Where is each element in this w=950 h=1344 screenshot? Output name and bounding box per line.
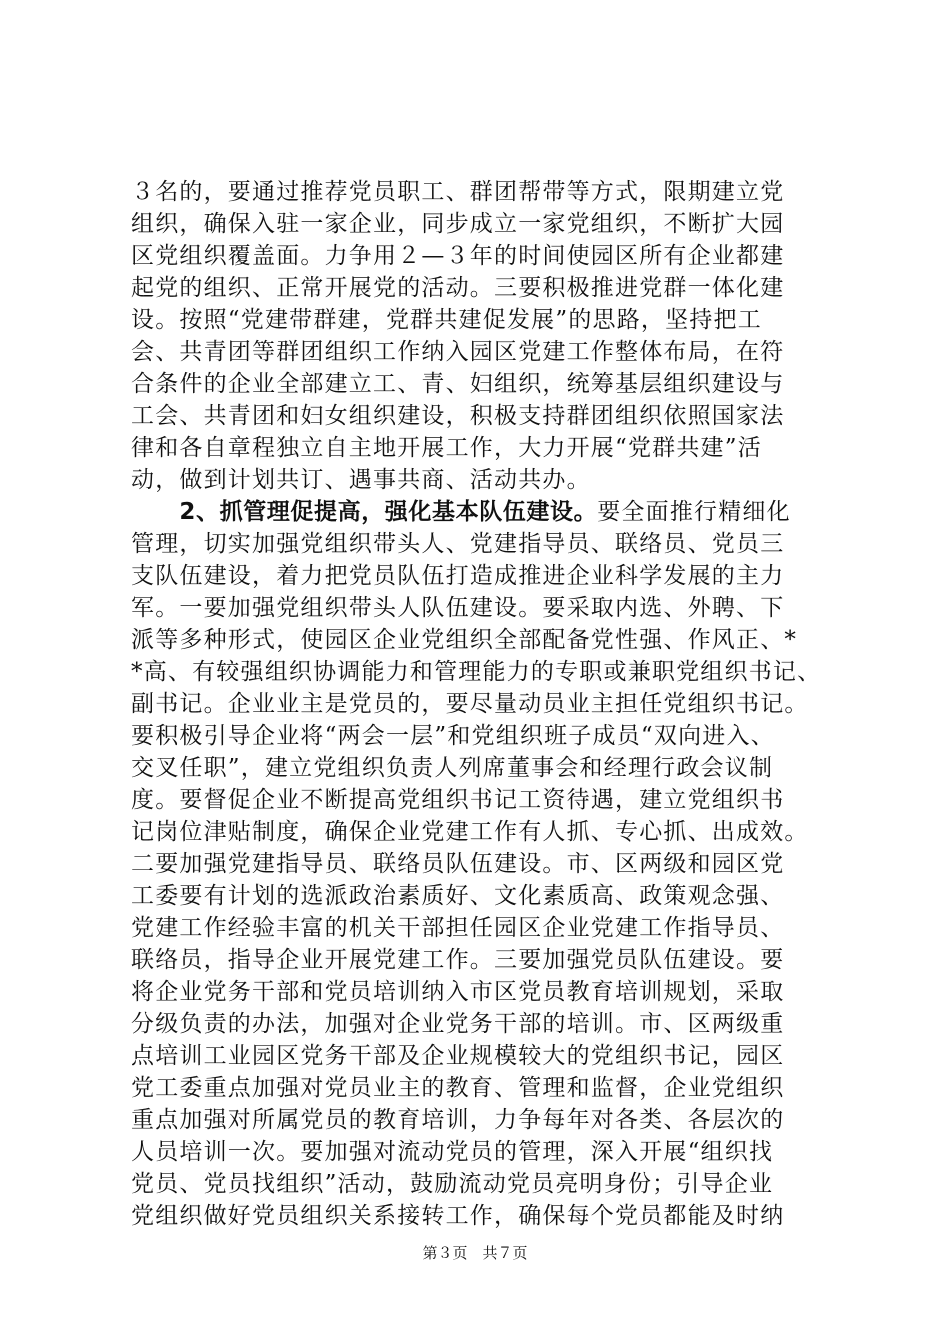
text-line: 记岗位津贴制度，确保企业党建工作有人抓、专心抓、出成效。 (131, 819, 809, 845)
text-line: 起党的组织、正常开展党的活动。三要积极推进党群一体化建 (131, 275, 785, 301)
paragraph-2-first-line (131, 496, 851, 528)
text-line: 党工委重点加强对党员业主的教育、管理和监督，企业党组织 (131, 1075, 785, 1101)
text-line: 党员、党员找组织”活动，鼓励流动党员亮明身份；引导企业 (131, 1171, 774, 1197)
page-number-footer: 第３页 共７页 (422, 1244, 528, 1262)
text-line: 律和各自章程独立自主地开展工作，大力开展“党群共建”活 (131, 435, 762, 461)
text-line: 工委要有计划的选派政治素质好、文化素质高、政策观念强、 (131, 883, 785, 909)
text-line: 交叉任职”，建立党组织负责人列席董事会和经理行政会议制 (131, 755, 774, 781)
text-line: 派等多种形式，使园区企业党组织全部配备党性强、作风正、* (131, 627, 798, 653)
text-line: 支队伍建设，着力把党员队伍打造成推进企业科学发展的主力 (131, 563, 785, 589)
document-body (131, 176, 851, 1232)
text-line: 将企业党务干部和党员培训纳入市区党员教育培训规划，采取 (131, 979, 785, 1005)
text-line: 要积极引导企业将“两会一层”和党组织班子成员“双向进入、 (131, 723, 775, 749)
section-heading: 2、抓管理促提高，强化基本队伍建设。 (179, 499, 598, 525)
text-line: 联络员，指导企业开展党建工作。三要加强党员队伍建设。要 (131, 947, 785, 973)
text-line: 人员培训一次。要加强对流动党员的管理，深入开展“组织找 (131, 1139, 774, 1165)
text-line: 会、共青团等群团组织工作纳入园区党建工作整体布局，在符 (131, 339, 785, 365)
text-line: 重点加强对所属党员的教育培训，力争每年对各类、各层次的 (131, 1107, 785, 1133)
text-line: 动，做到计划共订、遇事共商、活动共办。 (131, 467, 591, 493)
text-line: 二要加强党建指导员、联络员队伍建设。市、区两级和园区党 (131, 851, 785, 877)
text-line: 管理，切实加强党组织带头人、党建指导员、联络员、党员三 (131, 531, 785, 557)
text-line: 组织，确保入驻一家企业，同步成立一家党组织，不断扩大园 (131, 211, 785, 237)
text-line: 合条件的企业全部建立工、青、妇组织，统筹基层组织建设与 (131, 371, 785, 397)
text-line: 点培训工业园区党务干部及企业规模较大的党组织书记，园区 (131, 1043, 785, 1069)
text-line: 党建工作经验丰富的机关干部担任园区企业党建工作指导员、 (131, 915, 785, 941)
text-line: 党组织做好党员组织关系接转工作，确保每个党员都能及时纳 (131, 1203, 785, 1229)
text-line: 军。一要加强党组织带头人队伍建设。要采取内选、外聘、下 (131, 595, 785, 621)
text-line: 设。按照“党建带群建，党群共建促发展”的思路，坚持把工 (131, 307, 762, 333)
paragraph-indent (131, 499, 179, 525)
text-line: 区党组织覆盖面。力争用２—３年的时间使园区所有企业都建 (131, 243, 785, 269)
text-line: 工会、共青团和妇女组织建设，积极支持群团组织依照国家法 (131, 403, 785, 429)
text-line: *高、有较强组织协调能力和管理能力的专职或兼职党组织书记、 (131, 659, 822, 685)
text-line: 分级负责的办法，加强对企业党务干部的培训。市、区两级重 (131, 1011, 785, 1037)
text-line: 副书记。企业业主是党员的，要尽量动员业主担任党组织书记。 (131, 691, 809, 717)
text-fragment: 要全面推行精细化 (597, 499, 791, 525)
text-line: ３名的，要通过推荐党员职工、群团帮带等方式，限期建立党 (131, 179, 785, 205)
text-line: 度。要督促企业不断提高党组织书记工资待遇，建立党组织书 (131, 787, 785, 813)
